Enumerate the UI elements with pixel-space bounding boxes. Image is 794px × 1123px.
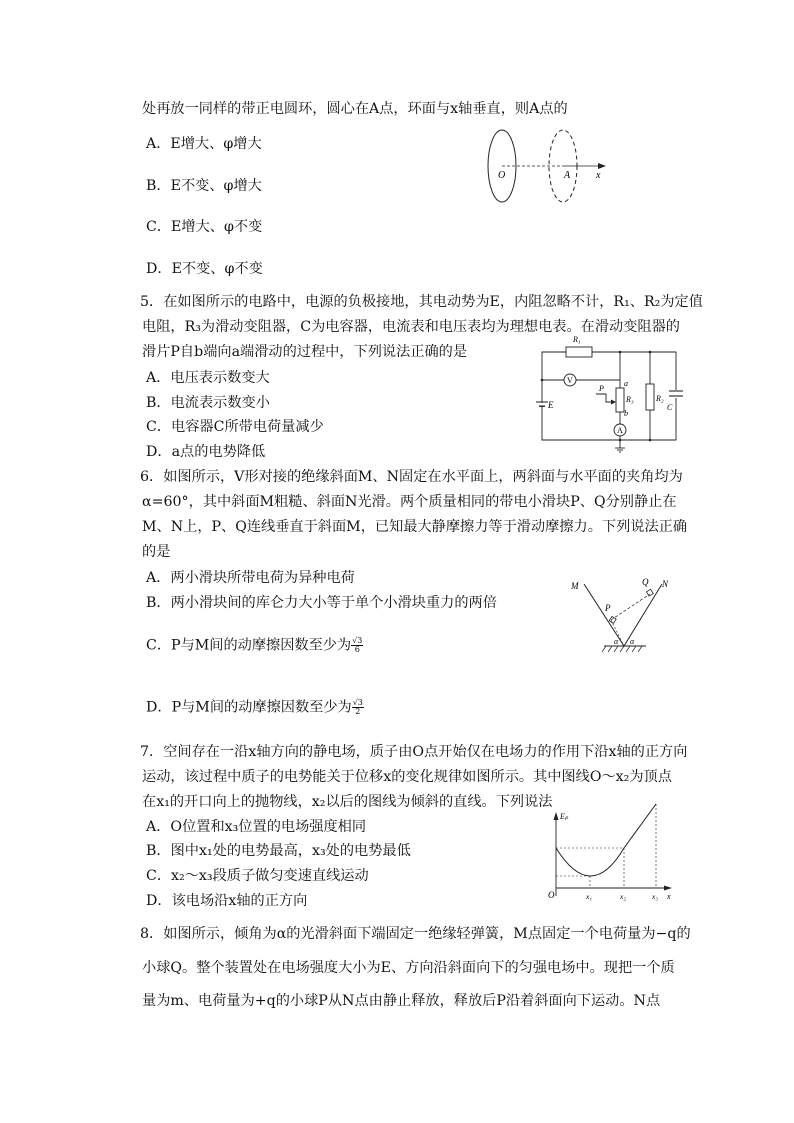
label-alpha-left: α: [614, 637, 619, 646]
q6-stem-line-1: 6．如图所示，V形对接的绝缘斜面M、N固定在水平面上，两斜面与水平面的夹角均为: [140, 469, 683, 485]
q6-option-a: A．两小滑块所带电荷为异种电荷: [146, 570, 355, 586]
q8-stem-line-3: 量为m、电荷量为+q的小球P从N点由静止释放，释放后P沿着斜面向下运动。N点: [142, 993, 661, 1009]
label-o: O: [548, 890, 555, 900]
q6-option-b: B．两小滑块间的库仑力大小等于单个小滑块重力的两倍: [146, 595, 497, 611]
label-c: C: [667, 403, 673, 412]
label-n: N: [662, 579, 669, 589]
label-ep: Eₚ: [560, 812, 569, 821]
q4-option-a: A．E增大、φ增大: [146, 136, 262, 152]
q6-stem-line-2: α=60°，其中斜面M粗糙、斜面N光滑。两个质量相同的带电小滑块P、Q分别静止在: [142, 494, 677, 510]
ep-curve: [556, 804, 656, 876]
x-axis-arrow: [598, 163, 606, 169]
q6-stem-line-3: M、N上，P、Q连线垂直于斜面M，已知最大静摩擦力等于滑动摩擦力。下列说法正确: [142, 519, 688, 535]
q4-stem-line: 处再放一同样的带正电圆环，圆心在A点，环面与x轴垂直，则A点的: [142, 101, 568, 117]
label-e: E: [548, 400, 554, 410]
resistor-r1: [566, 347, 592, 357]
q4-option-d: D．E不变、φ不变: [146, 261, 263, 277]
q5-option-a: A．电压表示数变大: [146, 370, 270, 386]
label-q: Q: [642, 577, 649, 587]
label-v: V: [567, 376, 573, 385]
q5-option-d: D．a点的电势降低: [146, 444, 266, 460]
q6-option-c: C．P与M间的动摩擦因数至少为 $\frac{√3}{6}$: [146, 636, 363, 654]
label-x1: x₁: [586, 892, 592, 901]
label-x: x: [596, 170, 601, 181]
block-q: [646, 589, 653, 596]
label-x3: x₃: [652, 892, 658, 901]
label-x2: x₂: [620, 892, 626, 901]
q7-option-b: B．图中x₁处的电势最高，x₃处的电势最低: [146, 843, 411, 859]
label-b-end: b: [624, 409, 628, 418]
q5-stem-line-2: 电阻，R₃为滑动变阻器，C为电容器，电流表和电压表均为理想电表。在滑动变阻器的: [142, 319, 680, 335]
q7-option-d: D．该电场沿x轴的正方向: [146, 893, 308, 909]
label-o: O: [498, 170, 506, 181]
q6-stem-line-4: 的是: [142, 544, 171, 560]
label-r1: R₁: [573, 335, 581, 344]
q5-option-c: C．电容器C所带电荷量减少: [146, 419, 324, 435]
label-p: P: [605, 603, 611, 613]
label-r2: R₂: [656, 394, 664, 403]
q7-stem-line-2: 运动，该过程中质子的电势能关于位移x的变化规律如图所示。其中图线O～x₂为顶点: [142, 769, 672, 785]
label-p: P: [599, 384, 604, 393]
q8-stem-line-2: 小球Q。整个装置处在电场强度大小为E、方向沿斜面向下的匀强电场中。现把一个质: [142, 960, 675, 976]
q7-ep-graph: [546, 812, 676, 902]
q7-option-a: A．O位置和x₃位置的电场强度相同: [146, 819, 367, 835]
q4-option-c: C．E增大、φ不变: [146, 219, 263, 235]
label-alpha-right: α: [630, 637, 635, 646]
q4-ring-figure: [486, 128, 616, 208]
rheostat-r3: [616, 388, 624, 412]
q7-option-c: C．x₂～x₃段质子做匀变速直线运动: [146, 868, 369, 884]
q5-option-b: B．电流表示数变小: [146, 395, 270, 411]
resistor-r2: [646, 384, 654, 410]
label-m: M: [571, 581, 579, 591]
q7-stem-line-1: 7．空间存在一沿x轴方向的静电场，质子由O点开始仅在电场力的作用下沿x轴的正方向: [140, 744, 688, 760]
label-a: A: [564, 170, 571, 181]
q6-incline-figure: [568, 574, 678, 660]
q4-option-b: B．E不变、φ增大: [146, 178, 262, 194]
label-a-end: a: [624, 379, 628, 388]
q6-option-d: D．P与M间的动摩擦因数至少为 $\frac{√3}{2}$: [146, 698, 363, 716]
q5-stem-line-3: 滑片P自b端向a端滑动的过程中，下列说法正确的是: [142, 344, 468, 360]
label-ammeter: A: [617, 426, 623, 435]
label-x: x: [667, 892, 671, 901]
q7-stem-line-3: 在x₁的开口向上的抛物线，x₂以后的图线为倾斜的直线。下列说法: [142, 794, 553, 810]
block-p: [609, 616, 616, 623]
q5-stem-line-1: 5．在如图所示的电路中，电源的负极接地，其电动势为E，内阻忽略不计，R₁、R₂为定值: [140, 294, 703, 310]
q8-stem-line-1: 8．如图所示，倾角为α的光滑斜面下端固定一绝缘轻弹簧，M点固定一个电荷量为−q的: [140, 926, 691, 942]
label-r3: R₃: [626, 395, 634, 404]
q5-circuit-figure: [536, 335, 686, 444]
